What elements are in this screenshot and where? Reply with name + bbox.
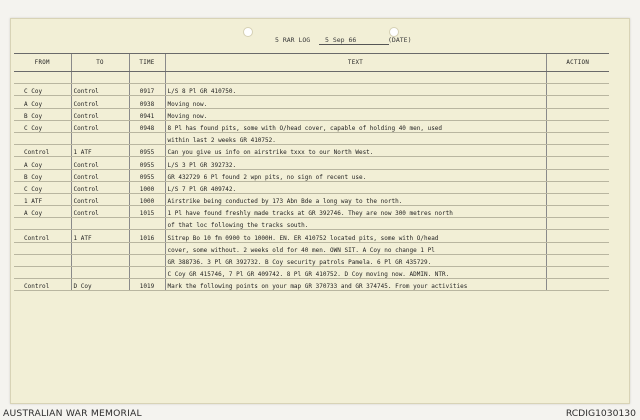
from-cell: [14, 218, 71, 230]
log-date: 5 Sep 66: [325, 36, 357, 44]
log-row: [14, 96, 609, 108]
time-cell: 1015: [129, 206, 165, 218]
action-cell: [546, 267, 609, 279]
column-header-from: FROM: [14, 54, 71, 72]
text-cell: L/S 3 Pl GR 392732.: [165, 157, 546, 169]
from-cell: Control: [14, 145, 71, 157]
action-cell: [546, 84, 609, 96]
from-cell: C Coy: [14, 120, 71, 132]
text-cell: of that loc following the tracks south.: [165, 218, 546, 230]
from-cell: [14, 72, 71, 84]
text-cell: 1 Pl have found freshly made tracks at GR 392746. They are now 300 metres north: [165, 206, 546, 218]
time-cell: 0955: [129, 169, 165, 181]
text-cell: [165, 72, 546, 84]
log-row: [14, 145, 609, 157]
time-cell: [129, 72, 165, 84]
action-cell: [546, 206, 609, 218]
time-cell: 0955: [129, 145, 165, 157]
from-cell: Control: [14, 230, 71, 242]
from-cell: [14, 242, 71, 254]
column-header-to: TO: [71, 54, 129, 72]
from-cell: [14, 132, 71, 144]
to-cell: Control: [71, 206, 129, 218]
text-cell: Sitrep Bo 10 fm 0900 to 1000H. EN. ER 410752 located pits, some with O/head: [165, 230, 546, 242]
document-id: RCDIG1030130: [565, 408, 636, 419]
text-cell: GR 432729 6 Pl found 2 wpn pits, no sign of recent use.: [165, 169, 546, 181]
log-body: [14, 72, 609, 291]
to-cell: D Coy: [71, 279, 129, 291]
time-cell: [129, 218, 165, 230]
from-cell: A Coy: [14, 96, 71, 108]
log-row: [14, 84, 609, 96]
to-cell: [71, 242, 129, 254]
action-cell: [546, 218, 609, 230]
action-cell: [546, 145, 609, 157]
to-cell: [71, 254, 129, 266]
action-cell: [546, 132, 609, 144]
from-cell: A Coy: [14, 206, 71, 218]
to-cell: [71, 132, 129, 144]
time-cell: 0948: [129, 120, 165, 132]
log-row: [14, 108, 609, 120]
time-cell: 1000: [129, 181, 165, 193]
text-cell: Moving now.: [165, 108, 546, 120]
from-cell: 1 ATF: [14, 193, 71, 205]
date-underline: [319, 44, 389, 45]
action-cell: [546, 72, 609, 84]
time-cell: [129, 254, 165, 266]
text-cell: C Coy GR 415746, 7 Pl GR 409742. 8 Pl GR 410752. D Coy moving now. ADMIN. NTR.: [165, 267, 546, 279]
action-cell: [546, 108, 609, 120]
archive-caption: AUSTRALIAN WAR MEMORIAL: [3, 408, 142, 419]
time-cell: 0938: [129, 96, 165, 108]
punch-hole: [243, 27, 253, 37]
log-row: [14, 181, 609, 193]
action-cell: [546, 193, 609, 205]
action-cell: [546, 96, 609, 108]
to-cell: [71, 218, 129, 230]
to-cell: Control: [71, 181, 129, 193]
from-cell: Control: [14, 279, 71, 291]
to-cell: 1 ATF: [71, 230, 129, 242]
text-cell: Can you give us info on airstrike txxx to our North West.: [165, 145, 546, 157]
time-cell: 0955: [129, 157, 165, 169]
time-cell: [129, 132, 165, 144]
date-label: (DATE): [388, 36, 412, 44]
time-cell: 0917: [129, 84, 165, 96]
action-cell: [546, 254, 609, 266]
action-cell: [546, 279, 609, 291]
unit-log-title: 5 RAR LOG: [275, 36, 311, 44]
from-cell: C Coy: [14, 84, 71, 96]
action-cell: [546, 157, 609, 169]
to-cell: Control: [71, 157, 129, 169]
time-cell: 1019: [129, 279, 165, 291]
action-cell: [546, 120, 609, 132]
log-row: [14, 120, 609, 132]
action-cell: [546, 169, 609, 181]
to-cell: Control: [71, 96, 129, 108]
text-cell: GR 388736. 3 Pl GR 392732. B Coy security patrols Pamela. 6 Pl GR 435729.: [165, 254, 546, 266]
log-row: [14, 230, 609, 242]
time-cell: [129, 242, 165, 254]
from-cell: [14, 267, 71, 279]
to-cell: [71, 72, 129, 84]
from-cell: B Coy: [14, 108, 71, 120]
table-header-row: [14, 54, 609, 72]
from-cell: [14, 254, 71, 266]
from-cell: A Coy: [14, 157, 71, 169]
log-row: [14, 132, 609, 144]
from-cell: B Coy: [14, 169, 71, 181]
log-row: [14, 206, 609, 218]
text-cell: L/S 8 Pl GR 410750.: [165, 84, 546, 96]
log-row: [14, 169, 609, 181]
log-row: [14, 254, 609, 266]
text-cell: 8 Pl has found pits, some with O/head cover, capable of holding 40 men, used: [165, 120, 546, 132]
log-row: [14, 279, 609, 291]
log-row: [14, 193, 609, 205]
action-cell: [546, 181, 609, 193]
action-cell: [546, 230, 609, 242]
time-cell: 1000: [129, 193, 165, 205]
action-cell: [546, 242, 609, 254]
log-row: [14, 157, 609, 169]
to-cell: [71, 267, 129, 279]
column-header-text: TEXT: [165, 54, 546, 72]
to-cell: Control: [71, 120, 129, 132]
text-cell: within last 2 weeks GR 410752.: [165, 132, 546, 144]
log-row: [14, 267, 609, 279]
to-cell: Control: [71, 193, 129, 205]
log-row: [14, 72, 609, 84]
to-cell: Control: [71, 84, 129, 96]
to-cell: Control: [71, 108, 129, 120]
text-cell: L/S 7 Pl GR 409742.: [165, 181, 546, 193]
column-header-action: ACTION: [546, 54, 609, 72]
text-cell: Moving now.: [165, 96, 546, 108]
time-cell: 0941: [129, 108, 165, 120]
time-cell: [129, 267, 165, 279]
to-cell: Control: [71, 169, 129, 181]
text-cell: Airstrike being conducted by 173 Abn Bde a long way to the north.: [165, 193, 546, 205]
log-table: [14, 53, 609, 291]
time-cell: 1016: [129, 230, 165, 242]
to-cell: 1 ATF: [71, 145, 129, 157]
text-cell: Mark the following points on your map GR 370733 and GR 374745. From your activities: [165, 279, 546, 291]
column-header-time: TIME: [129, 54, 165, 72]
text-cell: cover, some without. 2 weeks old for 40 men. OWN SIT. A Coy no change 1 Pl: [165, 242, 546, 254]
from-cell: C Coy: [14, 181, 71, 193]
log-row: [14, 218, 609, 230]
log-row: [14, 242, 609, 254]
